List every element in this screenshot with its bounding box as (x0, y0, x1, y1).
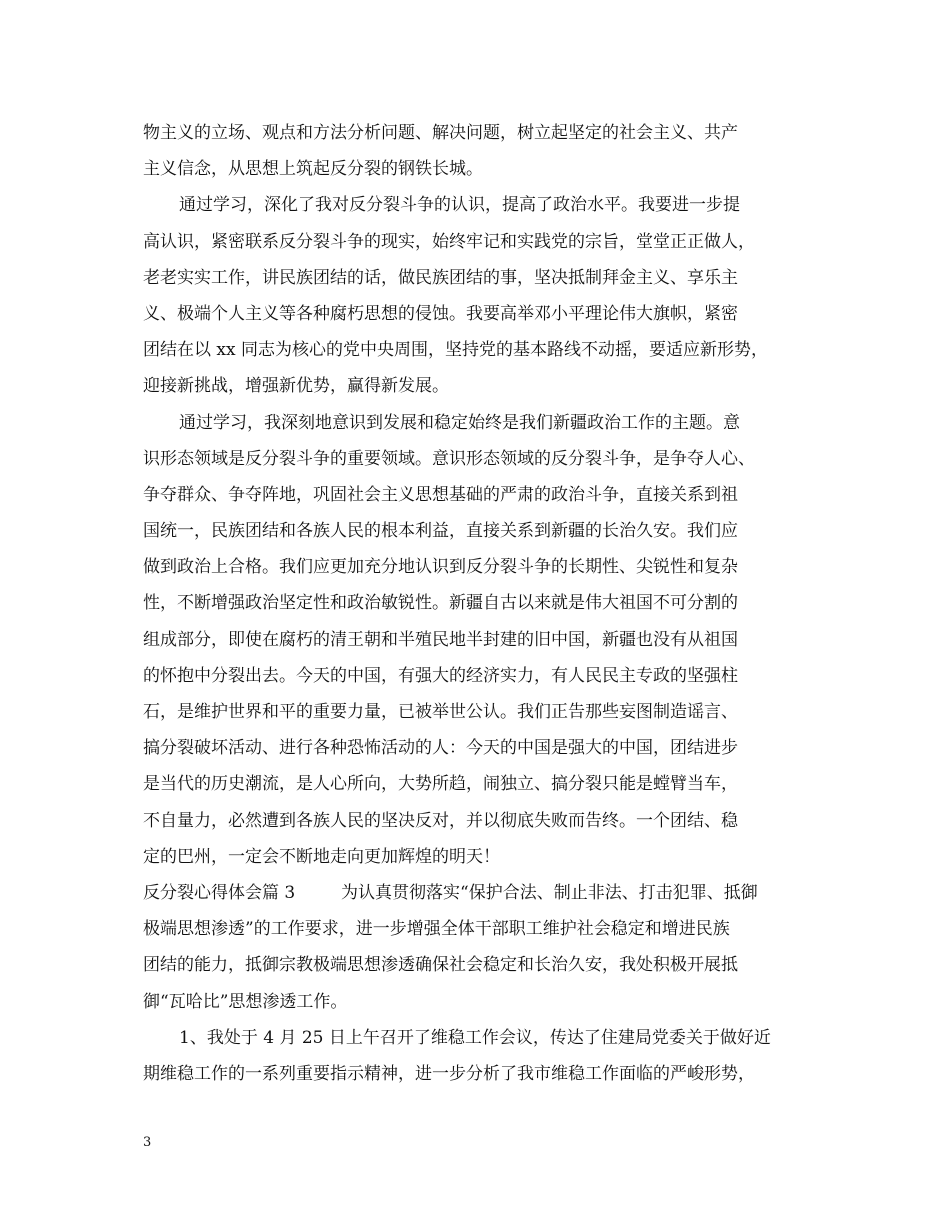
text-line: 石，是维护世界和平的重要力量，已被举世公认。我们正告那些妄图制造谣言、 (143, 702, 738, 722)
document-body (143, 115, 823, 1092)
section-first-text: 为认真贯彻落实“保护合法、制止非法、打击犯罪、抵御 (341, 882, 758, 903)
page-number: 3 (143, 1135, 152, 1150)
text-line: 义、极端个人主义等各种腐朽思想的侵蚀。我要高举邓小平理论伟大旗帜，紧密 (143, 303, 738, 324)
text-line: 期维稳工作的一系列重要指示精神，进一步分析了我市维稳工作面临的严峻形势， (143, 1063, 755, 1084)
paragraph-start-line: 1、我处于 4 月 25 日上午召开了维稳工作会议，传达了住建局党委关于做好近 (179, 1027, 771, 1048)
text-line: 争夺群众、争夺阵地，巩固社会主义思想基础的严肃的政治斗争，直接关系到祖 (143, 484, 738, 505)
paragraph-start-line: 通过学习，我深刻地意识到发展和稳定始终是我们新疆政治工作的主题。意 (179, 412, 740, 433)
text-line: 迎接新挑战，增强新优势，赢得新发展。 (143, 376, 449, 397)
text-line: 极端思想渗透”的工作要求，进一步增强全体干部职工维护社会稳定和增进民族 (143, 919, 730, 940)
paragraph-start-line: 通过学习，深化了我对反分裂斗争的认识，提高了政治水平。我要进一步提 (179, 195, 740, 216)
text-line: 团结在以 xx 同志为核心的党中央周围，坚持党的基本路线不动摇，要适应新形势， (143, 340, 768, 361)
text-line: 是当代的历史潮流，是人心所向，大势所趋，闹独立、搞分裂只能是螳臂当车， (143, 774, 738, 795)
section-heading-line (143, 875, 823, 911)
text-line: 物主义的立场、观点和方法分析问题、解决问题，树立起坚定的社会主义、共产 (143, 123, 738, 143)
text-line: 主义信念，从思想上筑起反分裂的钢铁长城。 (143, 159, 483, 180)
text-line: 做到政治上合格。我们应更加充分地认识到反分裂斗争的长期性、尖锐性和复杂 (143, 557, 738, 578)
text-line: 国统一，民族团结和各族人民的根本利益，直接关系到新疆的长治久安。我们应 (143, 521, 738, 542)
text-line: 组成部分，即使在腐朽的清王朝和半殖民地半封建的旧中国，新疆也没有从祖国 (143, 629, 738, 650)
text-line: 性，不断增强政治坚定性和政治敏锐性。新疆自古以来就是伟大祖国不可分割的 (143, 593, 738, 614)
text-line: 识形态领域是反分裂斗争的重要领域。意识形态领域的反分裂斗争，是争夺人心、 (143, 448, 755, 469)
text-line: 老老实实工作，讲民族团结的话，做民族团结的事，坚决抵制拜金主义、享乐主 (143, 267, 738, 288)
text-line: 御“瓦哈比”思想渗透工作。 (143, 991, 348, 1012)
text-line: 搞分裂破坏活动、进行各种恐怖活动的人：今天的中国是强大的中国，团结进步 (143, 738, 738, 759)
text-line: 高认识，紧密联系反分裂斗争的现实，始终牢记和实践党的宗旨，堂堂正正做人， (143, 231, 755, 252)
text-line: 团结的能力，抵御宗教极端思想渗透确保社会稳定和长治久安，我处积极开展抵 (143, 955, 738, 976)
text-line: 定的巴州，一定会不断地走向更加辉煌的明天！ (143, 846, 500, 867)
section-heading: 反分裂心得体会篇 3 (143, 882, 296, 903)
text-line: 不自量力，必然遭到各族人民的坚决反对，并以彻底失败而告终。一个团结、稳 (143, 810, 738, 831)
text-line: 的怀抱中分裂出去。今天的中国，有强大的经济实力，有人民民主专政的坚强柱 (143, 665, 738, 686)
